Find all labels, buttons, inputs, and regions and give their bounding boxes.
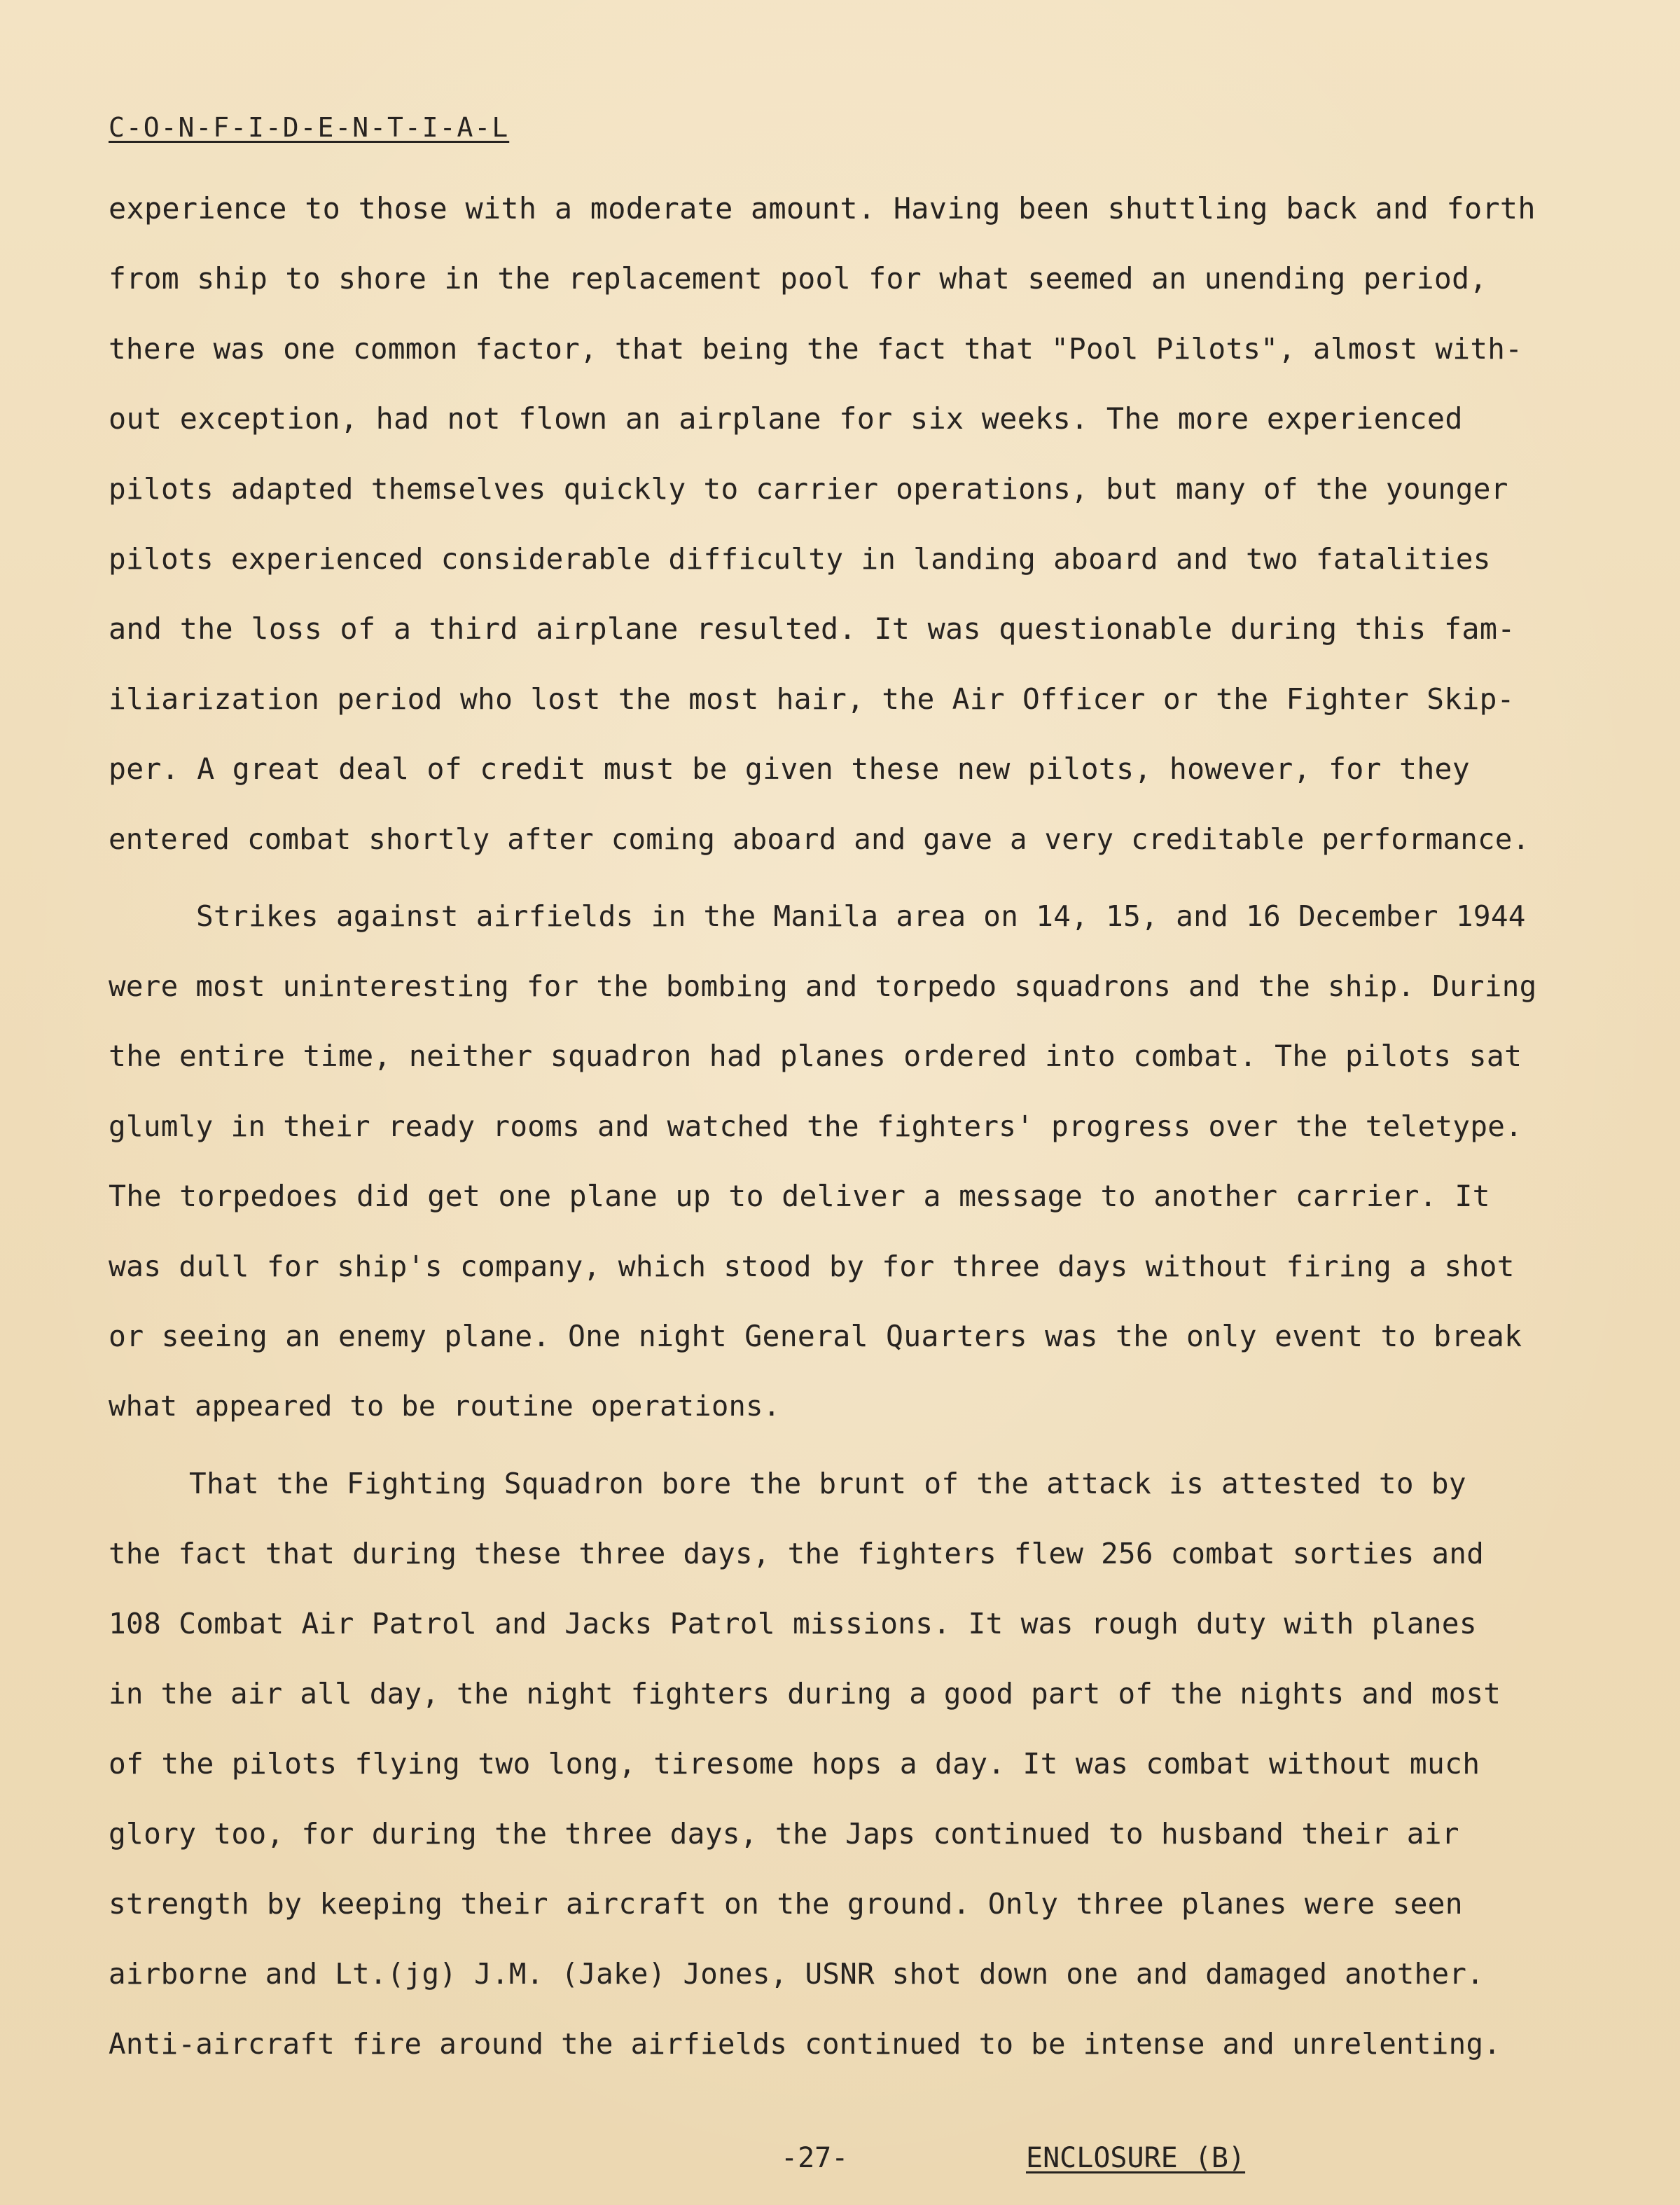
text-line-13: the entire time, neither squadron had planes ordered into combat. The pilots sat: [109, 1039, 1522, 1073]
text-line-5: pilots adapted themselves quickly to carrier operations, but many of the younger: [109, 472, 1508, 506]
text-line-20: the fact that during these three days, the fighters flew 256 combat sorties and: [109, 1537, 1485, 1570]
text-line-23: of the pilots flying two long, tiresome hops a day. It was combat without much: [109, 1747, 1480, 1781]
page-number: -27-: [781, 2142, 849, 2174]
text-line-11-paragraph-start: Strikes against airfields in the Manila area on 14, 15, and 16 December 1944: [196, 899, 1526, 933]
confidential-header: C-O-N-F-I-D-E-N-T-I-A-L: [109, 112, 510, 143]
text-line-26: airborne and Lt.(jg) J.M. (Jake) Jones, USNR shot down one and damaged another.: [109, 1957, 1485, 1991]
text-line-12: were most uninteresting for the bombing and torpedo squadrons and the ship. During: [109, 969, 1537, 1003]
text-line-9: per. A great deal of credit must be given these new pilots, however, for they: [109, 752, 1471, 786]
text-line-21: 108 Combat Air Patrol and Jacks Patrol missions. It was rough duty with planes: [109, 1607, 1477, 1640]
text-line-16: was dull for ship's company, which stood by for three days without firing a shot: [109, 1250, 1515, 1283]
text-line-25: strength by keeping their aircraft on the ground. Only three planes were seen: [109, 1887, 1463, 1921]
text-line-18: what appeared to be routine operations.: [109, 1390, 781, 1423]
text-line-17: or seeing an enemy plane. One night General Quarters was the only event to break: [109, 1320, 1522, 1353]
text-line-3: there was one common factor, that being the fact that "Pool Pilots", almost with-: [109, 332, 1523, 366]
text-line-15: The torpedoes did get one plane up to deliver a message to another carrier. It: [109, 1179, 1490, 1213]
enclosure-label: ENCLOSURE (B): [1026, 2142, 1246, 2174]
text-line-2: from ship to shore in the replacement pool for what seemed an unending period,: [109, 262, 1487, 296]
text-line-4: out exception, had not flown an airplane for six weeks. The more experienced: [109, 401, 1463, 436]
text-line-7: and the loss of a third airplane resulted. It was questionable during this fam-: [109, 611, 1515, 646]
text-line-1: experience to those with a moderate amount. Having been shuttling back and forth: [109, 191, 1536, 226]
text-line-27: Anti-aircraft fire around the airfields continued to be intense and unrelenting.: [109, 2027, 1501, 2061]
text-line-22: in the air all day, the night fighters during a good part of the nights and most: [109, 1677, 1501, 1710]
text-line-24: glory too, for during the three days, the Japs continued to husband their air: [109, 1817, 1459, 1851]
text-line-8: iliarization period who lost the most hair, the Air Officer or the Fighter Skip-: [109, 682, 1515, 716]
text-line-10: entered combat shortly after coming aboard and gave a very creditable performance.: [109, 822, 1530, 856]
text-line-19-paragraph-start: That the Fighting Squadron bore the brunt of the attack is attested to by: [189, 1467, 1466, 1500]
text-line-14: glumly in their ready rooms and watched the fighters' progress over the teletype.: [109, 1110, 1523, 1143]
text-line-6: pilots experienced considerable difficulty in landing aboard and two fatalities: [109, 542, 1491, 576]
